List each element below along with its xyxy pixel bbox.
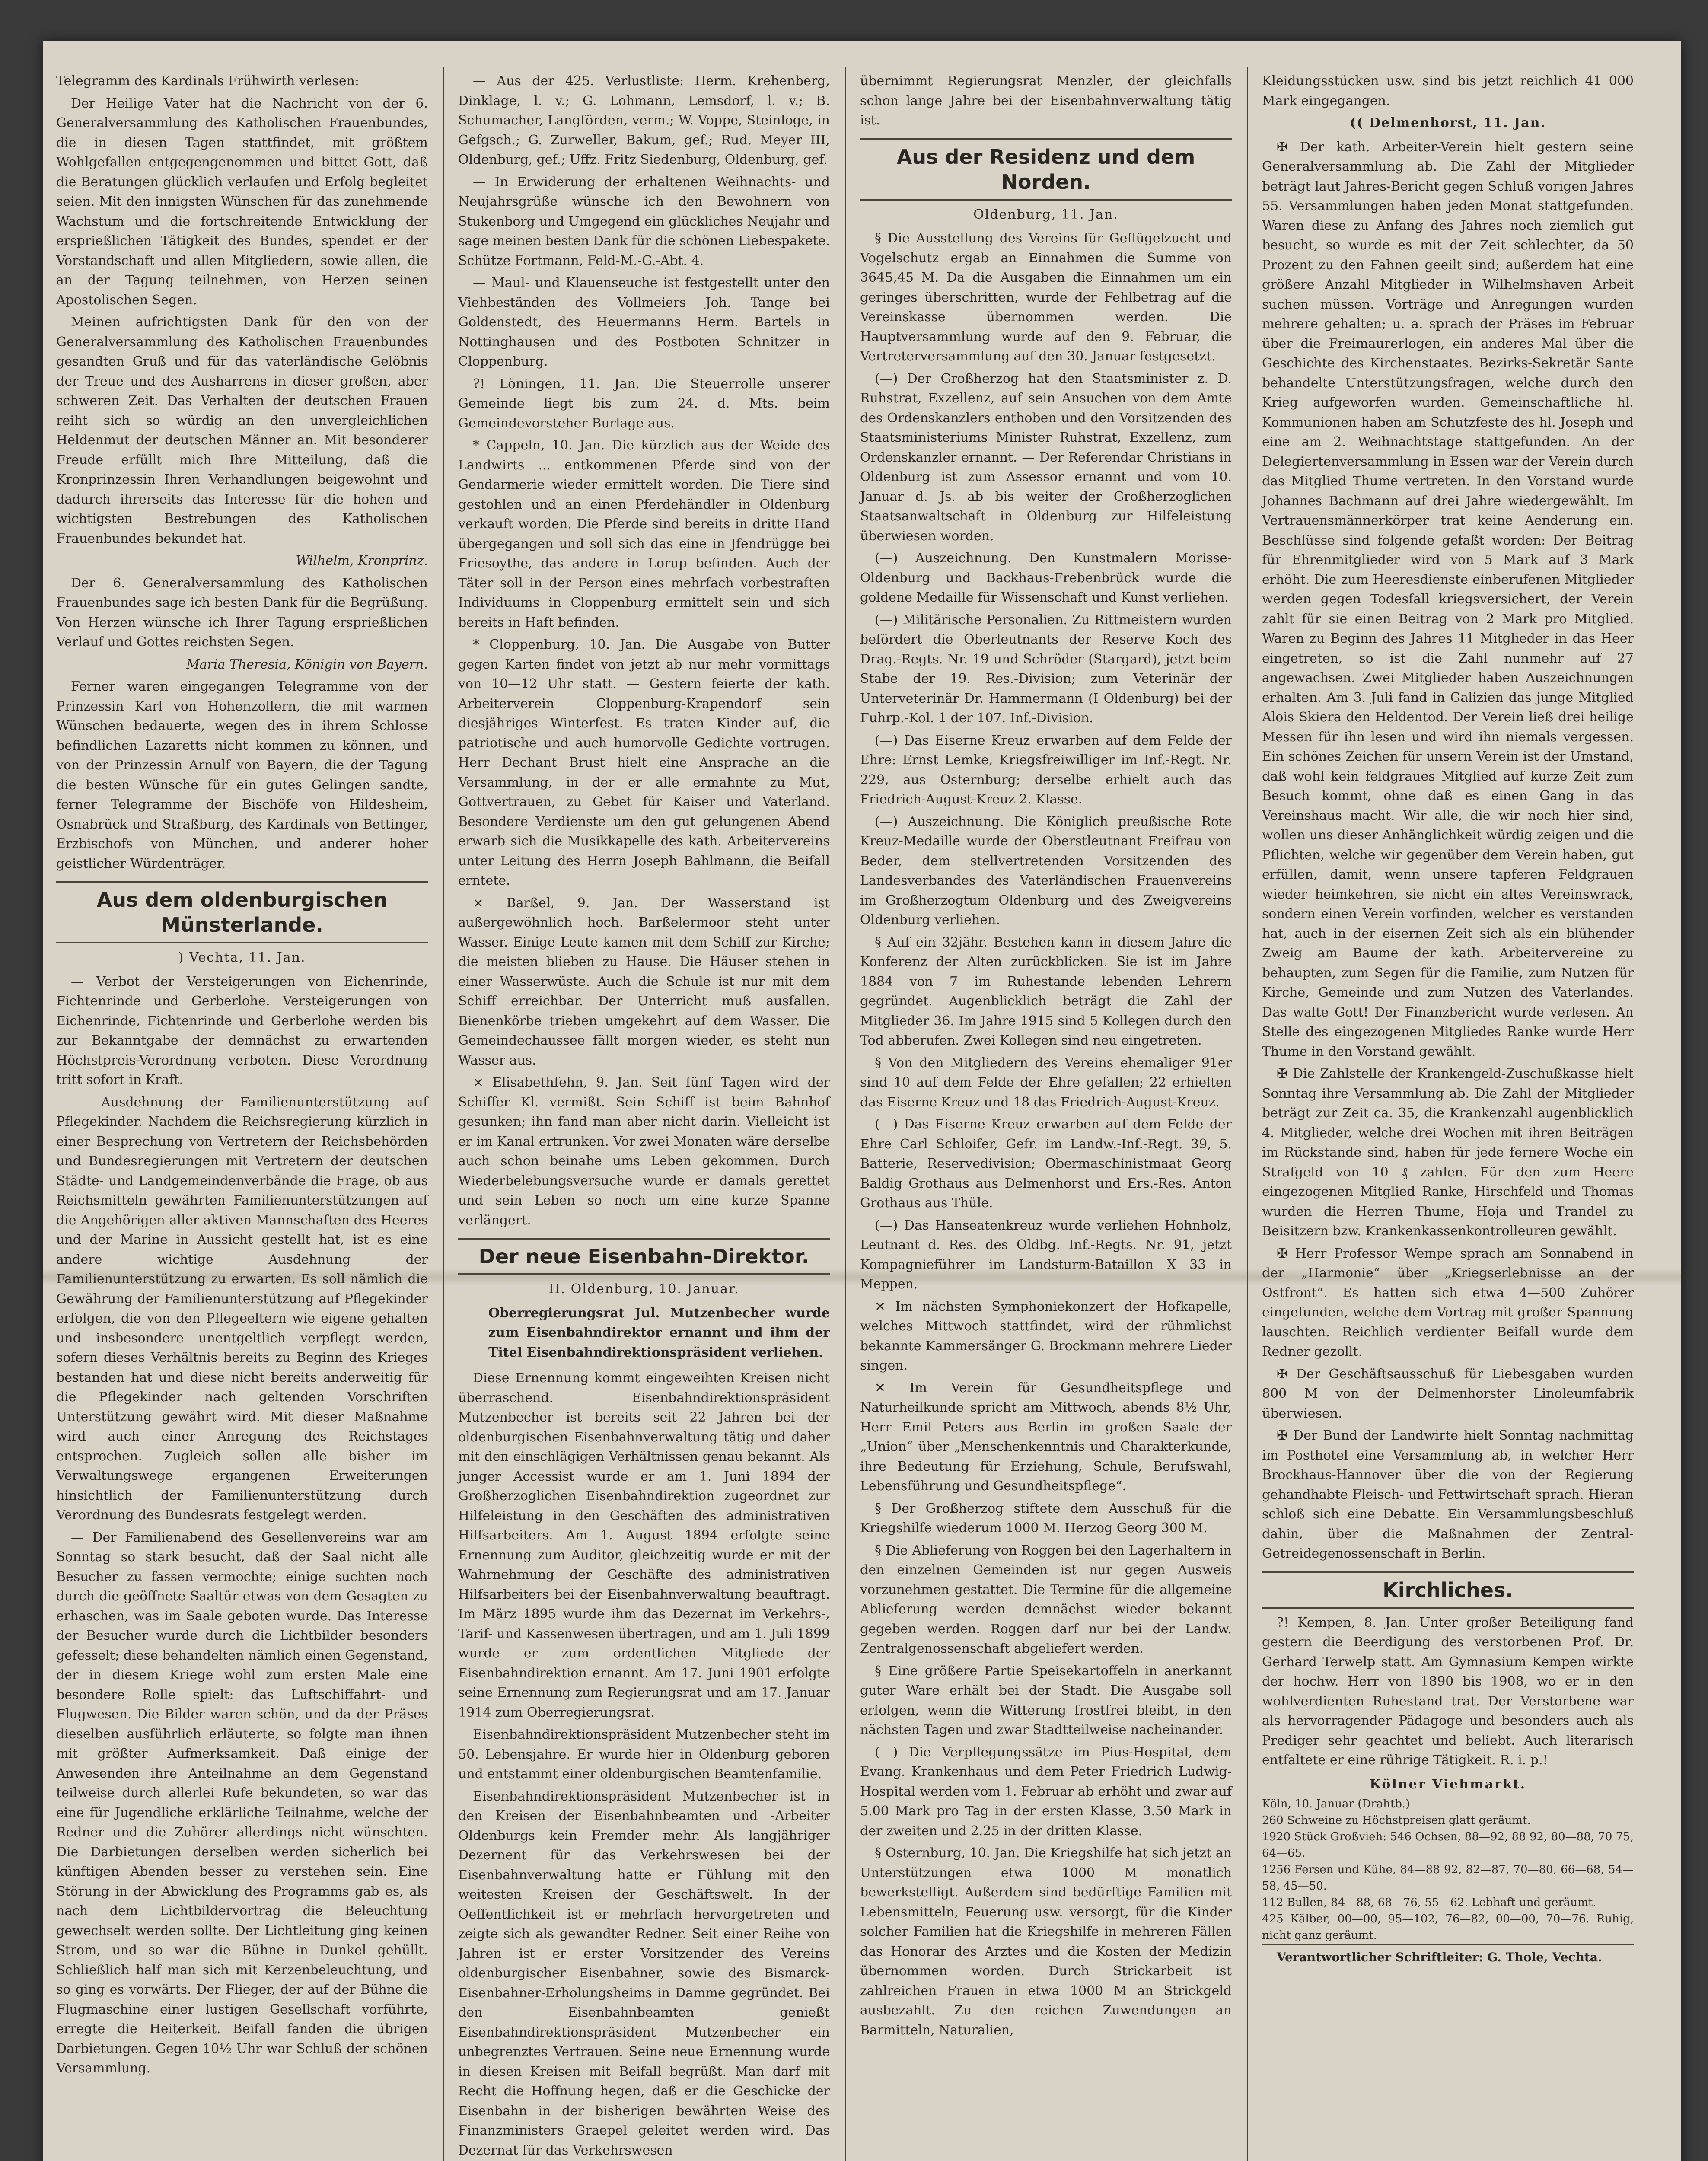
signature: Maria Theresia, Königin von Bayern. (186, 657, 428, 672)
article-paragraph: Kleidungsstücken usw. sind bis jetzt reichlich 41 000 Mark eingegangen. (1262, 73, 1634, 108)
article-paragraph: ?! Kempen, 8. Jan. Unter großer Beteiligung fand gestern die Beerdigung des verstorbenen Prof. Dr. Gerhard Terwelp statt. Am Gymnasium Kempen wirkte der hochw. Herr von 1890 bis 1908, wo er in den wohlverdienten Ruhestand trat. Der Verstorbene war als hervorragender Pädagoge und besonders auch als Prediger sehr geachtet und beliebt. Auch literarisch entfaltete er eine rührige Tätigkeit. R. i. p.! (1262, 1615, 1634, 1768)
market-line: 1920 Stück Großvieh: 546 Ochsen, 88—92, 88 92, 80—88, 70 75, 64—65. (1262, 1830, 1634, 1860)
article-paragraph: § Eine größere Partie Speisekartoffeln in anerkannt guter Ware erhält bei der Stadt. Die Ausgabe soll erfolgen, wenn die Witterung frostfrei bleibt, in den nächsten Tagen und zwar Stadtteilweise nacheinander. (860, 1663, 1232, 1737)
article-lead: Oberregierungsrat Jul. Mutzenbecher wurde zum Eisenbahndirektor ernannt und ihm der Titel Eisenbahndirektionspräsident verliehen. (488, 1305, 830, 1360)
article-paragraph: Ferner waren eingegangen Telegramme von der Prinzessin Karl von Hohenzollern, die mit warmen Wünschen bedauerte, wegen des in ihrem Schlosse befindlichen Lazaretts nicht kommen zu können, und von der Prinzessin Arnulf von Bayern, die der Tagung die besten Wünsche für ein gutes Gelingen sandte, ferner Telegramme der Bischöfe von Hildesheim, Osnabrück und Straßburg, des Kardinals von Bettinger, Erzbischofs von München, und anderer hoher geistlicher Würdenträger. (56, 679, 428, 871)
dateline: H. Oldenburg, 10. Januar. (548, 1281, 739, 1297)
article-paragraph: ✕ Im nächsten Symphoniekonzert der Hofkapelle, welches Mittwoch stattfindet, wird der rühmlichst bekannte Kammersänger G. Brockmann mehrere Lieder singen. (860, 1299, 1232, 1373)
article-paragraph: — Verbot der Versteigerungen von Eichenrinde, Fichtenrinde und Gerberlohe. Versteigerungen von Eichenrinde, Fichtenrinde und Gerberlohe werden bis zur Bekanntgabe der demnächst zu erwartenden Höchstpreis-Verordnung verboten. Diese Verordnung tritt sofort in Kraft. (56, 974, 428, 1087)
article-paragraph: Eisenbahndirektionspräsident Mutzenbecher steht im 50. Lebensjahre. Er wurde hier in Oldenburg geboren und entstammt einer oldenburgischen Beamtenfamilie. (458, 1727, 830, 1782)
article-paragraph: § Der Großherzog stiftete dem Ausschuß für die Kriegshilfe wiederum 1000 M. Herzog Georg 300 M. (860, 1501, 1232, 1536)
market-line: 112 Bullen, 84—88, 68—76, 55—62. Lebhaft und geräumt. (1262, 1896, 1596, 1909)
article-paragraph: § Auf ein 32jähr. Bestehen kann in diesem Jahre die Konferenz der Alten zurückblicken. Sie ist im Jahre 1884 von 7 im Ruhestande lebenden Lehrern gegründet. Augenblicklich beträgt die Zahl der Mitglieder 36. Im Jahre 1915 sind 5 Kollegen durch den Tod abberufen. Zwei Kollegen sind neu eingetreten. (860, 934, 1232, 1048)
article-paragraph: Meinen aufrichtigsten Dank für den von der Generalversammlung des Katholischen Frauenbundes gesandten Gruß und für das vaterländische Gelöbnis der Treue und des Ausharrens in dieser großen, aber schweren Zeit. Das Verhalten der deutschen Frauen reiht sich so würdig an den unvergleichlichen Heldenmut der deutschen Männer an. Mit besonderer Freude erfüllt mich Ihre Mitteilung, daß die Kronprinzessin Ihren Verhandlungen beigewohnt und dadurch ihrerseits das Interesse für die hohen und wichtigsten Bestrebungen des Katholischen Frauenbundes bekundet hat. (56, 315, 428, 546)
article-paragraph: — Aus der 425. Verlustliste: Herm. Krehenberg, Dinklage, l. v.; G. Lohmann, Lemsdorf, l. v.; B. Schumacher, Langförden, verm.; W. Voppe, Steinloge, in Gefgsch.; G. Zurweller, Bakum, gef.; Rud. Meyer III, Oldenburg, gef.; Uffz. Fritz Siedenburg, Oldenburg, gef. (458, 73, 830, 167)
market-report (1262, 1775, 1634, 1944)
dateline: Oldenburg, 11. Jan. (973, 207, 1118, 222)
article-paragraph: × Elisabethfehn, 9. Jan. Seit fünf Tagen wird der Schiffer Kl. vermißt. Sein Schiff ist beim Bahnhof gesunken; ihn fand man aber nicht darin. Vielleicht ist er im Kanal ertrunken. Vor zwei Monaten wäre derselbe auch schon beinahe ums Leben gekommen. Durch Wiederbelebungsversuche wurde er damals gerettet und sein Leben so noch um eine kurze Spanne verlängert. (458, 1075, 830, 1228)
section-heading: Kirchliches. (1262, 1571, 1634, 1609)
article-paragraph: × Barßel, 9. Jan. Der Wasserstand ist außergewöhnlich hoch. Barßelermoor steht unter Wasser. Einige Leute kamen mit dem Schiff zur Kirche; die meisten blieben zu Hause. Die Häuser stehen in einer Wasserwüste. Auch die Schule ist nur mit dem Schiff erreichbar. Der Unterricht muß ausfallen. Bienenkörbe trieben umgekehrt auf dem Wasser. Die Gemeindechaussee fällt morgen wieder, es steht nun Wasser aus. (458, 895, 830, 1068)
article-paragraph: * Cloppenburg, 10. Jan. Die Ausgabe von Butter gegen Karten findet von jetzt ab nur mehr vormittags von 10—12 Uhr statt. — Gestern feierte der kath. Arbeiterverein Cloppenburg-Krapendorf sein diesjähriges Winterfest. Es traten Kinder auf, die patriotische und auch humorvolle Gedichte vortrugen. Herr Dechant Brust hielt eine Ansprache an die Versammlung, in der er alle ermahnte zu Mut, Gottvertrauen, zu Gebet für Kaiser und Vaterland. Besondere Verdienste um den gut gelungenen Abend erwarb sich die Musikkapelle des kath. Arbeitervereins unter Leitung des Herrn Joseph Bahlmann, die Beifall erntete. (458, 637, 830, 888)
article-paragraph: (—) Militärische Personalien. Zu Rittmeistern wurden befördert die Oberleutnants der Reserve Koch des Drag.-Regts. Nr. 19 und Schröder (Stargard), jetzt beim Stabe der 19. Res.-Division; zum Veterinär der Unterveterinär Dr. Hammermann (I Oldenburg) bei der Fuhrp.-Kol. 1 der 107. Inf.-Division. (860, 612, 1232, 726)
article-paragraph: Der 6. Generalversammlung des Katholischen Frauenbundes sage ich besten Dank für die Begrüßung. Von Herzen wünsche ich Ihrer Tagung ersprießlichen Verlauf und Gottes reichsten Segen. (56, 575, 428, 650)
article-paragraph: Telegramm des Kardinals Frühwirth verlesen: (56, 73, 360, 89)
article-paragraph: — Der Familienabend des Gesellenvereins war am Sonntag so stark besucht, daß der Saal nicht alle Besucher zu fassen vermochte; einige suchten noch durch die geöffnete Saaltür etwas von dem Gesagten zu erhaschen, was im Saale geboten wurde. Das Interesse der Besucher wurde durch die Lichtbilder besonders gefesselt; diese behandelten nämlich einen Gegenstand, der in diesem Kriege wohl zum ersten Male eine besondere Rolle spielt: das Luftschiffahrt- und Flugwesen. Die Bilder waren schön, und da der Präses dieselben ausführlich erläuterte, so folgte man ihnen mit größter Aufmerksamkeit. Daß einige der Anwesenden ihre Anteilnahme an dem Gegenstand teilweise durch allerlei Rufe bekundeten, so war das eine für Jugendliche erklärliche Teilnahme, welche der Redner und die Zuhörer allerdings nicht wünschten. Die Darbietungen derselben werden sicherlich bei künftigen Abenden besser zu verstehen sein. Eine Störung in der Abwicklung des Programms gab es, als nach dem Lichtbildervortrag die Beleuchtung gewechselt werden sollte. Der Lichtleitung ging keinen Strom, und so war die Bühne in Dunkel gehüllt. Schließlich half man sich mit Kerzenbeleuchtung, und so ging es vorwärts. Der Flieger, der auf der Bühne die Flugmaschine einer lustigen Gesellschaft vorführte, erregte die Heiterkeit. Beifall fanden die übrigen Darbietungen. Gegen 10½ Uhr war Schluß der schönen Versammlung. (56, 1530, 428, 2076)
article-paragraph: ✠ Der kath. Arbeiter-Verein hielt gestern seine Generalversammlung ab. Die Zahl der Mitglieder beträgt laut Jahres-Bericht gegen Schluß vorigen Jahres 55. Versammlungen haben jeden Monat stattgefunden. Waren diese zu Anfang des Jahres noch ziemlich gut besucht, so wurde es mit der Zeit schlechter, da 50 Prozent zu den Fahnen geeilt sind; außerdem hat eine größere Anzahl Mitglieder in Wilhelmshaven Arbeit suchen müssen. Vorträge und Anregungen wurden mehrere gehalten; u. a. sprach der Präses im Februar über die Freimaurerlogen, ein anderes Mal über die Geschichte des Kirchenstaates. Bezirks-Sekretär Sante behandelte Unterstützungsfragen, welche durch den Krieg aufgeworfen wurden. Gemeinschaftliche hl. Kommunionen haben am Schutzfeste des hl. Joseph und eine am 2. Weihnachtstage stattgefunden. An der Delegiertenversammlung in Essen war der Verein durch das Mitglied Thume vertreten. In den Vorstand wurde Johannes Bachmann auf drei Jahre wiedergewählt. Im Vertrauensmännerkörper trat keine Aenderung ein. Beschlüsse sind folgende gefaßt worden: Der Beitrag für Ehrenmitglieder wird von 5 Mark auf 3 Mark erhöht. Die zum Heeresdienste einberufenen Mitglieder werden gegen Todesfall kriegsversichert, der Verein zahlt für sie einen Beitrag von 2 Mark pro Mitglied. Waren zu Beginn des Jahres 11 Mitglieder in das Heer eingetreten, so ist die Zahl nunmehr auf 27 angewachsen. Zwei Mitglieder haben Auszeichnungen erhalten. Am 3. Juli fand in Galizien das junge Mitglied Alois Skiera den Heldentod. Der Verein ließ drei heilige Messen für ihn lesen und wird ihn niemals vergessen. Ein schönes Zeichen für unsern Verein ist der Umstand, daß wohl kein feldgraues Mitglied auf kurze Zeit zum Besuch kommt, ohne daß es einen Gang in das Vereinshaus macht. Wir alle, die wir noch hier sind, wollen uns dieser Anhänglichkeit würdig zeigen und die Pflichten, welche wir gegenüber dem Verein haben, gut erfüllen, damit, wenn unsere tapferen Feldgrauen wieder heimkehren, sie nicht ein altes Vereinswrack, sondern einen Verein vorfinden, welcher es verstanden hat, auch in der eisernen Zeit sich als ein blühender Zweig am Baume der kath. Arbeitervereine zu behaupten, zum Segen für die Familie, zum Nutzen für Kirche, Gemeinde und zum Nutzen des Vaterlandes. Das walte Gott! Der Finanzbericht wurde verlesen. An Stelle des eingezogenen Mitgliedes Ranke wurde Herr Thume in den Vorstand gewählt. (1262, 139, 1634, 1059)
article-paragraph: § Osternburg, 10. Jan. Die Kriegshilfe hat sich jetzt an Unterstützungen etwa 1000 M monatlich bewerkstelligt. Außerdem sind bedürftige Familien mit Lebensmitteln, Feuerung usw. versorgt, für die Kinder solcher Familien hat die Kriegshilfe in mehreren Fällen das Honorar des Arztes und die Kosten der Medizin übernommen worden. Durch Strickarbeit ist zahlreichen Frauen in etwa 1000 M an Strickgeld ausbezahlt. Zu den reichen Zuwendungen an Barmitteln, Naturalien, (860, 1845, 1232, 2038)
article-paragraph: ?! Löningen, 11. Jan. Die Steuerrolle unserer Gemeinde liegt bis zum 24. d. Mts. beim Gemeindevorsteher Burlage aus. (458, 376, 830, 431)
article-paragraph: Eisenbahndirektionspräsident Mutzenbecher ist in den Kreisen der Eisenbahnbeamten und -Arbeiter Oldenburgs kein Fremder mehr. Als langjähriger Dezernent für das Verkehrswesen bei der Eisenbahnverwaltung hatte er Fühlung mit den weitesten Kreisen der Geschäftswelt. In der Oeffentlichkeit ist er mehrfach hervorgetreten und zeigte sich als gewandter Redner. Seit einer Reihe von Jahren ist er erster Vorsitzender des Vereins oldenburgischer Eisenbahner, sowie des Bismarck-Eisenbahner-Erholungsheims in Damme gegründet. Bei den Eisenbahnbeamten genießt Eisenbahndirektionspräsident Mutzenbecher ein unbegrenztes Vertrauen. Seine neue Ernennung wurde in diesen Kreisen mit Beifall begrüßt. Man darf mit Recht die Hoffnung hegen, daß er die Geschicke der Eisenbahn in der bisherigen bewährten Weise des Finanzministers Graepel geleitet werden wird. Das Dezernat für das Verkehrswesen (458, 1788, 830, 2158)
section-heading: Aus der Residenz und dem Norden. (860, 138, 1232, 201)
newspaper-page (43, 41, 1681, 2161)
article-paragraph: ✠ Der Bund der Landwirte hielt Sonntag nachmittag im Posthotel eine Versammlung ab, in welcher Herr Brockhaus-Hannover über die von der Regierung gehandhabte Fleisch- und Fettwirtschaft sprach. Hieran schloß sich eine Debatte. Ein Versammlungsbeschluß dahin, über die Maßnahmen der Zentral-Getreidegenossenschaft in Berlin. (1262, 1428, 1634, 1561)
article-paragraph: * Cappeln, 10. Jan. Die kürzlich aus der Weide des Landwirts ... entkommenen Pferde sind von der Gendarmerie wieder ermittelt worden. Die Tiere sind gestohlen und an einen Pferdehändler in Oldenburg verkauft worden. Die Pferde sind bereits in dritte Hand übergegangen und soll sich das eine in Jfendrügge bei Friesoythe, das andere in Lorup befinden. Auch der Täter soll in der Person eines mehrfach vorbestraften Individuums in Cloppenburg ermittelt sein und sich bereits in Haft befinden. (458, 438, 830, 630)
article-paragraph: § Die Ausstellung des Vereins für Geflügelzucht und Vogelschutz ergab an Einnahmen die Summe von 3645,45 M. Da die Ausgaben die Einnahmen um ein geringes überschritten, wurde der Fehlbetrag auf die Vereinskasse übernommen werden. Die Hauptversammlung wurde auf den 9. Februar, die Vertreterversammlung auf den 30. Januar festgesetzt. (860, 231, 1232, 364)
market-line: 260 Schweine zu Höchstpreisen glatt geräumt. (1262, 1814, 1531, 1827)
article-paragraph: ✕ Im Verein für Gesundheitspflege und Naturheilkunde spricht am Mittwoch, abends 8½ Uhr, Herr Emil Peters aus Berlin im großen Saale der „Union“ über „Menschenkenntnis und Charakterkunde, ihre Bedeutung für Erziehung, Schule, Berufswahl, Lebensführung und Gesundheitspflege“. (860, 1380, 1232, 1494)
editor-credit: Verantwortlicher Schriftleiter: G. Thole, Vechta. (1262, 1944, 1634, 1967)
article-paragraph: (—) Das Eiserne Kreuz erwarben auf dem Felde der Ehre Carl Schloifer, Gefr. im Landw.-Inf.-Regt. 39, 5. Batterie, Reservedivision; Obermaschinistmaat Georg Baldig Grothaus aus Delmenhorst und Ers.-Res. Anton Grothaus aus Thüle. (860, 1117, 1232, 1211)
article-paragraph: Der Heilige Vater hat die Nachricht von der 6. Generalversammlung des Katholischen Frauenbundes, die in diesen Tagen stattfindet, mit größtem Wohlgefallen entgegengenommen und bittet Gott, daß die Beratungen glücklich verlaufen und Erfolg begleitet seien. Mit den innigsten Wünschen für das zunehmende Wachstum und die fortschreitende Entwicklung der ersprießlichen Tätigkeit des Bundes, spendet er der Vorstandschaft und allen Mitgliedern, sowie allen, die an der Tagung teilnehmen, von Herzen seinen Apostolischen Segen. (56, 96, 428, 308)
column-3 (860, 71, 1232, 2043)
article-paragraph: (—) Das Eiserne Kreuz erwarben auf dem Felde der Ehre: Ernst Lemke, Kriegsfreiwilliger im Inf.-Regt. Nr. 229, aus Osternburg; derselbe erhielt auch das Friedrich-August-Kreuz 2. Klasse. (860, 733, 1232, 807)
article-paragraph: — Ausdehnung der Familienunterstützung auf Pflegekinder. Nachdem die Reichsregierung kürzlich in einer Besprechung von Vertretern der Reichsbehörden und Bundesregierungen mit Vertretern der deutschen Städte- und Landgemeindenverbände die Frage, ob aus Reichsmitteln gewährten Familienunterstützungen auf die Angehörigen aller aktiven Mannschaften des Heeres und der Marine in Aussicht gestellt hat, ist es eine andere wichtige Ausdehnung der Familienunterstützung zu erwarten. Es soll nämlich die Gewährung der Familienunterstützung auf Pflegekinder erfolgen, die von den Pflegeeltern wie eigene gehalten und insbesondere unentgeltlich verpflegt werden, sofern dieses Verhältnis bereits zu Beginn des Krieges bestanden hat und diese nicht bereits anderweitig für die Pflegekinder nach geltenden Vorschriften Unterstützung gewährt wird. Mit dieser Maßnahme wird auch einer Anregung des Reichstages entsprochen. Zugleich sollen alle bisher im Verwaltungswege ergangenen Erweiterungen hinsichtlich der Familienunterstützung durch Verordnung des Bundesrats festgelegt werden. (56, 1094, 428, 1523)
section-heading: Aus dem oldenburgischen Münsterlande. (56, 881, 428, 943)
article-paragraph: (—) Auszeichnung. Die Königlich preußische Rote Kreuz-Medaille wurde der Oberstleutnant Freifrau von Beder, dem stellvertretenden Vorsitzenden des Landesverbandes des Vaterländischen Frauenvereins im Großherzogtum Oldenburg und des Zweigvereins Oldenburg verliehen. (860, 814, 1232, 928)
market-line: 1256 Fersen und Kühe, 84—88 92, 82—87, 70—80, 66—68, 54—58, 45—50. (1262, 1863, 1634, 1893)
column-1 (56, 71, 428, 2081)
dateline: (( Delmenhorst, 11. Jan. (1350, 115, 1546, 131)
dateline: ) Vechta, 11. Jan. (178, 950, 306, 965)
column-rule (1247, 67, 1248, 2161)
signature: Wilhelm, Kronprinz. (296, 553, 428, 568)
article-paragraph: Diese Ernennung kommt eingeweihten Kreisen nicht überraschend. Eisenbahndirektionspräsident Mutzenbecher ist bereits seit 22 Jahren bei der oldenburgischen Eisenbahnverwaltung tätig und daher mit den einschlägigen Verhältnissen genau bekannt. Als junger Accessist wurde er am 1. Juni 1894 der Großherzoglichen Eisenbahndirektion zugeordnet zur Hilfeleistung in den Geschäften des administrativen Hilfsarbeiters. Am 1. August 1894 erfolgte seine Ernennung zum Auditor, gleichzeitig wurde er mit der Wahrnehmung der Geschäfte des administrativen Hilfsarbeiters bei der Eisenbahnverwaltung beauftragt. Im März 1895 wurde ihm das Dezernat im Verkehrs-, Tarif- und Kassenwesen übertragen, und am 1. Juli 1899 wurde er zum ordentlichen Mitgliede der Eisenbahndirektion ernannt. Am 17. Juni 1901 erfolgte seine Ernennung zum Regierungsrat und am 17. Januar 1914 zum Oberregierungsrat. (458, 1371, 830, 1720)
article-paragraph: ✠ Der Geschäftsausschuß für Liebesgaben wurden 800 M von der Delmenhorster Linoleumfabrik überwiesen. (1262, 1366, 1634, 1421)
article-paragraph: § Von den Mitgliedern des Vereins ehemaliger 91er sind 10 auf dem Felde der Ehre gefallen; 22 erhielten das Eiserne Kreuz und 18 das Friedrich-August-Kreuz. (860, 1055, 1232, 1110)
article-paragraph: ✠ Herr Professor Wempe sprach am Sonnabend in der „Harmonie“ über „Kriegserlebnisse an der Ostfront“. Es hatten sich etwa 4—500 Zuhörer eingefunden, welche dem Vortrag mit großer Spannung lauschten. Reichlich verdienter Beifall wurde dem Redner gezollt. (1262, 1246, 1634, 1359)
article-paragraph: (—) Auszeichnung. Den Kunstmalern Morisse-Oldenburg und Backhaus-Frebenbrück wurde die goldene Medaille für Wissenschaft und Kunst verliehen. (860, 551, 1232, 605)
section-heading: Der neue Eisenbahn-Direktor. (458, 1238, 830, 1275)
article-paragraph: — Maul- und Klauenseuche ist festgestellt unter den Viehbeständen des Vollmeiers Joh. Tange bei Goldenstedt, des Heuermanns Herm. Bartels in Nottinghausen und des Postboten Schnitzer in Cloppenburg. (458, 275, 830, 369)
column-2 (458, 71, 830, 2161)
market-title: Kölner Viehmarkt. (1369, 1776, 1526, 1792)
market-line: 425 Kälber, 00—00, 95—102, 76—82, 00—00, 70—76. Ruhig, nicht ganz geräumt. (1262, 1912, 1634, 1942)
article-paragraph: übernimmt Regierungsrat Menzler, der gleichfalls schon lange Jahre bei der Eisenbahnverwaltung tätig ist. (860, 73, 1232, 128)
article-paragraph: (—) Der Großherzog hat den Staatsminister z. D. Ruhstrat, Exzellenz, auf sein Ansuchen von dem Amte des Ordenskanzlers enthoben und den Vorsitzenden des Staatsministeriums Minister Ruhstrat, Exzellenz, zum Ordenskanzler ernannt. — Der Referendar Christians in Oldenburg ist zum Assessor ernannt und vom 10. Januar d. Js. ab bis weiter der Großherzoglichen Staatsanwaltschaft in Oldenburg zur Hilfeleistung überwiesen worden. (860, 371, 1232, 544)
market-dateline: Köln, 10. Januar (Drahtb.) (1262, 1798, 1410, 1810)
column-4 (1262, 71, 1634, 1970)
column-rule (443, 67, 444, 2161)
article-paragraph: (—) Das Hanseatenkreuz wurde verliehen Hohnholz, Leutnant d. Res. des Oldbg. Inf.-Regts. Nr. 91, jetzt Kompagnieführer im Landsturm-Bataillon X 33 in Meppen. (860, 1218, 1232, 1292)
article-paragraph: ✠ Die Zahlstelle der Krankengeld-Zuschußkasse hielt Sonntag ihre Versammlung ab. Die Zahl der Mitglieder beträgt zur Zeit ca. 35, die Krankenzahl augenblicklich 4. Mitglieder, welche drei Wochen mit ihren Beiträgen im Rückstande sind, haben für jede fernere Woche ein Strafgeld von 10 ₰ zahlen. Für den zum Heere eingezogenen Mitglied Ranke, Hirschfeld und Thomas wurden die Herren Thume, Hoja und Trandel zu Beisitzern bzw. Krankenkassenkontrolleuren gewählt. (1262, 1066, 1634, 1239)
column-rule (845, 67, 846, 2161)
article-paragraph: (—) Die Verpflegungssätze im Pius-Hospital, dem Evang. Krankenhaus und dem Peter Friedrich Ludwig-Hospital werden vom 1. Februar ab erhöht und zwar auf 5.00 Mark pro Tag in der ersten Klasse, 3.50 Mark in der zweiten und 2.25 in der dritten Klasse. (860, 1744, 1232, 1839)
article-paragraph: — In Erwiderung der erhaltenen Weihnachts- und Neujahrsgrüße wünsche ich den Bewohnern von Stukenborg und Umgegend ein glückliches Neujahr und sage meinen besten Dank für die schönen Liebespakete. Schütze Fortmann, Feld-M.-G.-Abt. 4. (458, 174, 830, 268)
article-paragraph: § Die Ablieferung von Roggen bei den Lagerhaltern in den einzelnen Gemeinden ist nur gegen Ausweis vorzunehmen gestattet. Die Termine für die allgemeine Ablieferung werden demnächst wieder bekannt gegeben werden. Roggen darf nur bei der Landw. Zentralgenossenschaft abgeliefert werden. (860, 1543, 1232, 1656)
